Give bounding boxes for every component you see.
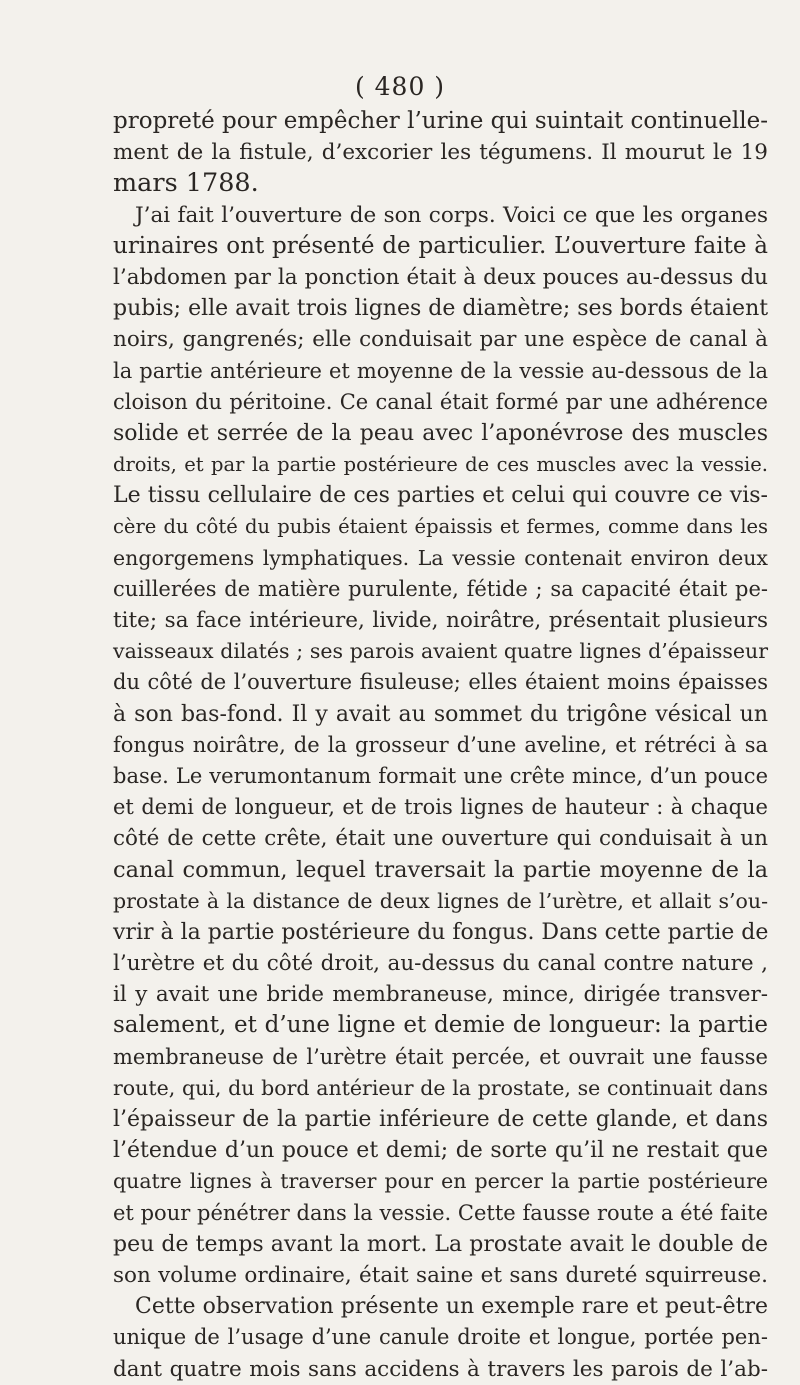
text-line: ment de la fistule, d’excorier les tégumens. Il mourut le 19 xyxy=(113,140,768,166)
text-line: et demi de longueur, et de trois lignes de hauteur : à chaque xyxy=(113,795,768,820)
text-line: l’abdomen par la ponction était à deux pouces au-dessus du xyxy=(113,264,768,290)
text-line: J’ai fait l’ouverture de son corps. Voici ce que les organes xyxy=(135,202,768,228)
text-line: salement, et d’une ligne et demie de longueur: la partie xyxy=(113,1012,768,1039)
text-line: cloison du péritoine. Ce canal était formé par une adhérence xyxy=(113,389,768,414)
text-line: vrir à la partie postérieure du fongus. Dans cette partie de xyxy=(113,919,769,945)
text-line: son volume ordinaire, était saine et sans dureté squirreuse. xyxy=(113,1262,768,1288)
text-line: unique de l’usage d’une canule droite et longue, portée pen- xyxy=(113,1325,768,1350)
text-line: mars 1788. xyxy=(113,168,259,199)
text-line: pubis; elle avait trois lignes de diamètre; ses bords étaient xyxy=(113,296,769,322)
text-line: cuillerées de matière purulente, fétide ; sa capacité était pe- xyxy=(113,576,768,601)
text-line: il y avait une bride membraneuse, mince, dirigée transver- xyxy=(113,982,768,1008)
text-line: fongus noirâtre, de la grosseur d’une aveline, et rétréci à sa xyxy=(113,732,768,757)
body-text xyxy=(113,106,768,1385)
text-line: prostate à la distance de deux lignes de l’urètre, et allait s’ou- xyxy=(113,888,768,913)
text-line: et pour pénétrer dans la vessie. Cette fausse route a été faite xyxy=(113,1200,768,1225)
text-line: à son bas-fond. Il y avait au sommet du trigône vésical un xyxy=(113,701,768,727)
text-line: la partie antérieure et moyenne de la vessie au-dessous de la xyxy=(113,358,768,383)
text-line: urinaires ont présenté de particulier. L’ouverture faite à xyxy=(113,232,768,259)
text-line: l’épaisseur de la partie inférieure de cette glande, et dans xyxy=(113,1107,768,1132)
text-line: Cette observation présente un exemple rare et peut-être xyxy=(135,1294,768,1320)
text-line: propreté pour empêcher l’urine qui suintait continuelle- xyxy=(113,108,769,134)
text-line: cère du côté du pubis étaient épaissis et fermes, comme dans les xyxy=(113,515,768,539)
text-line: côté de cette crête, était une ouverture qui conduisait à un xyxy=(113,826,768,852)
text-line: membraneuse de l’urètre était percée, et ouvrait une fausse xyxy=(113,1044,768,1069)
text-line: droits, et par la partie postérieure de ces muscles avec la vessie. xyxy=(113,453,768,477)
text-line: solide et serrée de la peau avec l’aponévrose des muscles xyxy=(113,420,768,446)
text-line: l’étendue d’un pouce et demi; de sorte qu’il ne restait que xyxy=(113,1138,768,1164)
text-line: du côté de l’ouverture fisuleuse; elles étaient moins épaisses xyxy=(113,670,768,695)
text-line: tite; sa face intérieure, livide, noirâtre, présentait plusieurs xyxy=(113,608,768,633)
text-line: Le tissu cellulaire de ces parties et celui qui couvre ce vis- xyxy=(113,483,768,509)
page-number: ( 480 ) xyxy=(354,72,446,101)
text-line: quatre lignes à traverser pour en percer la partie postérieure xyxy=(113,1169,768,1194)
text-line: vaisseaux dilatés ; ses parois avaient quatre lignes d’épaisseur xyxy=(113,639,768,664)
text-line: l’urètre et du côté droit, au-dessus du canal contre nature , xyxy=(113,951,768,977)
text-line: canal commun, lequel traversait la partie moyenne de la xyxy=(113,856,768,883)
text-line: route, qui, du bord antérieur de la prostate, se continuait dans xyxy=(113,1075,768,1100)
text-line: engorgemens lymphatiques. La vessie contenait environ deux xyxy=(113,545,768,570)
text-line: noirs, gangrenés; elle conduisait par une espèce de canal à xyxy=(113,327,768,353)
text-line: base. Le verumontanum formait une crête mince, d’un pouce xyxy=(113,763,768,788)
text-line: peu de temps avant la mort. La prostate avait le double de xyxy=(113,1231,768,1257)
text-line: dant quatre mois sans accidens à travers les parois de l’ab- xyxy=(113,1356,768,1382)
